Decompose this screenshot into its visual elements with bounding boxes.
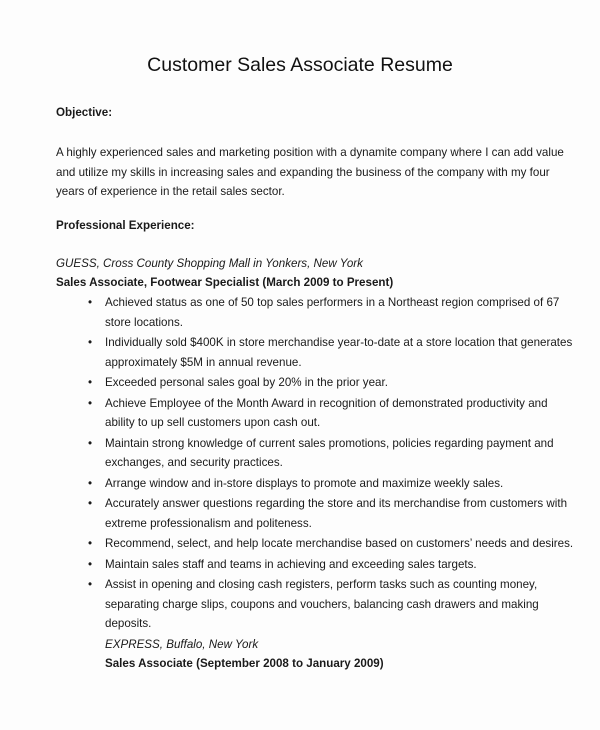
experience-heading: Professional Experience: [56,219,195,232]
bullet-icon: • [88,537,93,550]
bullet-icon: • [88,396,93,410]
list-item: • Exceeded personal sales goal by 20% in the prior year. [0,373,600,393]
bullet-icon: • [88,296,93,309]
list-item: • Maintain sales staff and teams in achieving and exceeding sales targets. [0,555,600,575]
bullet-icon: • [88,497,93,510]
list-item: • Individually sold $400K in store merchandise year-to-date at a store location that generates approximately $5M in annual revenue. [0,333,600,372]
objective-line: A highly experienced sales and marketing position with a dynamite company where I can add value [56,146,564,159]
bullet-icon: • [88,578,93,591]
job-employer: GUESS, Cross County Shopping Mall in Yonkers, New York [56,257,363,270]
job-employer: EXPRESS, Buffalo, New York [105,638,259,651]
list-item: • Arrange window and in-store displays to promote and maximize weekly sales. [0,474,600,494]
objective-line: and utilize my skills in increasing sales and expanding the business of the company with my four [56,165,550,179]
objective-line: years of experience in the retail sales sector. [56,185,285,198]
list-item: • Maintain strong knowledge of current sales promotions, policies regarding payment and exchanges, and security practices. [0,434,600,473]
job-position: Sales Associate (September 2008 to January 2009) [105,657,384,670]
bullet-icon: • [88,376,93,389]
list-item: • Assist in opening and closing cash registers, perform tasks such as counting money, separating charge slips, coupons and vouchers, balancing cash drawers and making deposits. [0,575,600,634]
list-item: • Accurately answer questions regarding the store and its merchandise from customers with extreme professionalism and politeness. [0,494,600,533]
list-item: • Recommend, select, and help locate merchandise based on customers’ needs and desires. [0,534,600,554]
bullet-icon: • [88,557,93,571]
objective-heading: Objective: [56,106,113,119]
list-item: • Achieved status as one of 50 top sales performers in a Northeast region comprised of 67 store locations. [0,293,600,332]
bullet-icon: • [88,476,93,490]
job-bullet-list [0,293,600,635]
bullet-icon: • [88,336,93,349]
objective-paragraph [56,143,564,202]
bullet-icon: • [88,436,93,450]
job-position: Sales Associate, Footwear Specialist (March 2009 to Present) [56,276,394,289]
list-item: • Achieve Employee of the Month Award in recognition of demonstrated productivity and ability to up sell customers upon cash out. [0,394,600,433]
document-title: Customer Sales Associate Resume [147,54,453,76]
